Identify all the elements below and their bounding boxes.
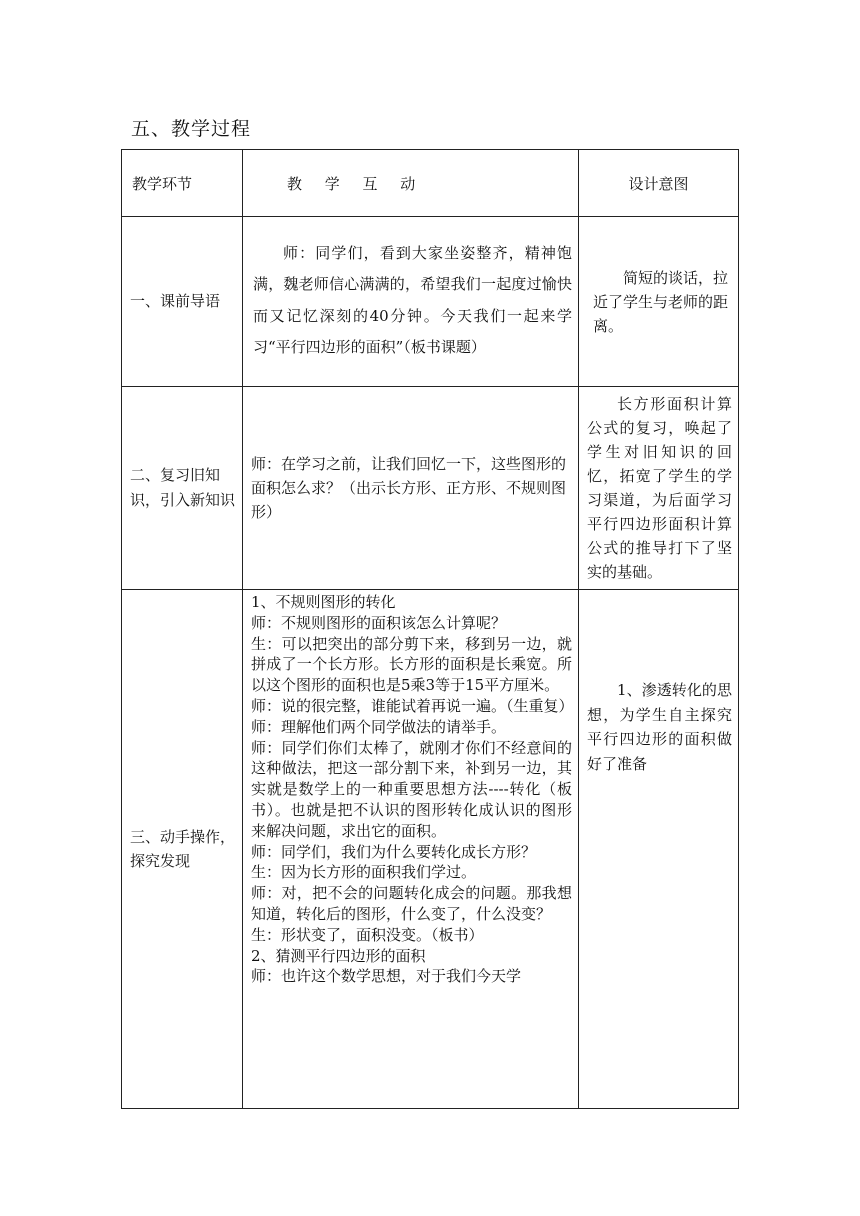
table-row — [122, 387, 739, 590]
header-interaction: 教 学 互 动 — [243, 150, 579, 217]
section-title: 五、教学过程 — [131, 118, 252, 140]
row-stage: 三、动手操作，探究发现 — [122, 590, 243, 1109]
row-intent-text: 1、渗透转化的思想，为学生自主探究平行四边形的面积做好了准备 — [587, 681, 732, 773]
row-stage: 二、复习旧知识，引入新知识 — [122, 387, 243, 590]
dialog-line: 师：同学们，我们为什么要转化成长方形？ — [251, 842, 537, 861]
dialog-line: 生：形状变了，面积没变。（板书） — [251, 925, 484, 944]
header-intent: 设计意图 — [579, 150, 739, 217]
dialog-line: 师：对，把不会的问题转化成会的问题。那我想知道，转化后的图形，什么变了，什么没变？ — [251, 884, 572, 923]
table-header-row — [122, 150, 739, 217]
teaching-process-table — [121, 149, 739, 1109]
dialog-line: 师：说的很完整，谁能试着再说一遍。（生重复） — [251, 696, 574, 715]
dialog-line: 1、不规则图形的转化 — [251, 593, 396, 611]
row-intent: 简短的谈话，拉近了学生与老师的距离。 — [579, 217, 739, 387]
dialog-line: 2、猜测平行四边形的面积 — [251, 946, 426, 965]
dialog-line: 生：可以把突出的部分剪下来，移到另一边，就拼成了一个长方形。长方形的面积是长乘宽。所以这个图形的面积也是5乘3等于15平方厘米。 — [251, 634, 572, 695]
row-intent — [579, 590, 739, 1109]
table-row — [122, 217, 739, 387]
dialog-line: 师：不规则图形的面积该怎么计算呢？ — [251, 613, 507, 632]
dialog-line: 师：同学们你们太棒了，就刚才你们不经意间的这种做法，把这一部分割下来，补到另一边，其实就是数学上的一种重要思想方法----转化（板书）。也就是把不认识的图形转化成认识的图形来解决问题，求出它的面积。 — [251, 738, 572, 840]
row-interaction: 师：在学习之前，让我们回忆一下，这些图形的面积怎么求？（出示长方形、正方形、不规则图形） — [243, 387, 579, 590]
row-interaction — [243, 590, 579, 1109]
row-interaction: 师：同学们，看到大家坐姿整齐，精神饱满，魏老师信心满满的，希望我们一起度过愉快而又记忆深刻的40分钟。今天我们一起来学习“平行四边形的面积”（板书课题） — [243, 217, 579, 387]
header-stage: 教学环节 — [122, 150, 243, 217]
dialog-line: 生：因为长方形的面积我们学过。 — [251, 863, 477, 882]
row-stage: 一、课前导语 — [122, 217, 243, 387]
dialog-line: 师：理解他们两个同学做法的请举手。 — [251, 717, 507, 736]
row-intent: 长方形面积计算公式的复习，唤起了学生对旧知识的回忆，拓宽了学生的学习渠道，为后面学习平行四边形面积计算公式的推导打下了坚实的基础。 — [579, 387, 739, 590]
table-row — [122, 590, 739, 1109]
dialog-line: 师：也许这个数学思想，对于我们今天学 — [251, 967, 522, 986]
